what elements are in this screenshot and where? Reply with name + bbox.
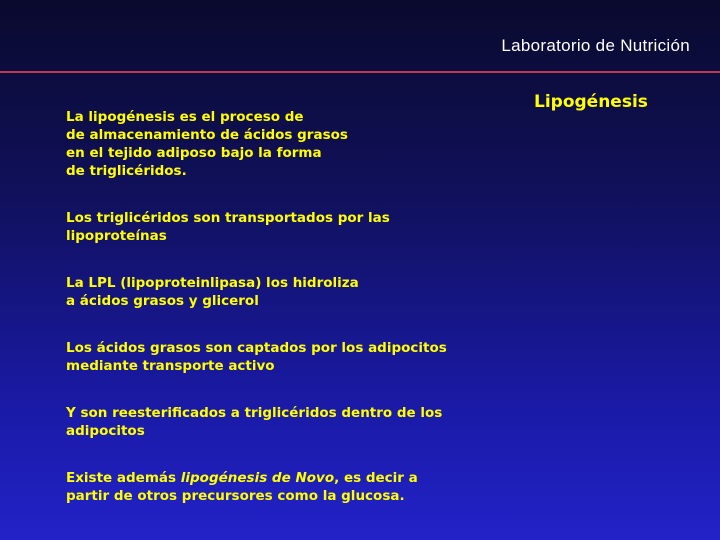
paragraph-uptake: [66, 339, 486, 375]
header-divider: [0, 71, 720, 73]
paragraph-lpl: [66, 274, 486, 310]
slide-title: Lipogénesis: [534, 92, 648, 112]
text-line: La LPL (lipoproteinlipasa) los hidroliza: [66, 275, 359, 291]
text-line: partir de otros precursores como la glucosa.: [66, 488, 405, 504]
text-line: adipocitos: [66, 423, 145, 439]
text-line: [66, 469, 486, 487]
text-line: mediante transporte activo: [66, 358, 275, 374]
text-line: La lipogénesis es el proceso de: [66, 109, 304, 125]
text-line: de almacenamiento de ácidos grasos: [66, 127, 348, 143]
paragraph-definition: [66, 108, 486, 180]
italic-term: lipogénesis de Novo: [180, 470, 335, 486]
text-line: en el tejido adiposo bajo la forma: [66, 145, 322, 161]
paragraph-de-novo: [66, 469, 486, 505]
paragraph-transport: [66, 209, 486, 245]
text-segment: , es decir a: [334, 470, 418, 486]
text-line: lipoproteínas: [66, 228, 167, 244]
text-line: a ácidos grasos y glicerol: [66, 293, 259, 309]
paragraph-reesterification: [66, 404, 486, 440]
text-line: Y son reesterificados a triglicéridos dentro de los: [66, 405, 443, 421]
text-segment: Existe además: [66, 470, 181, 486]
slide-body: [66, 108, 486, 505]
header-title: Laboratorio de Nutrición: [501, 36, 690, 55]
text-line: Los ácidos grasos son captados por los adipocitos: [66, 340, 447, 356]
text-line: Los triglicéridos son transportados por las: [66, 210, 390, 226]
text-line: de triglicéridos.: [66, 163, 187, 179]
